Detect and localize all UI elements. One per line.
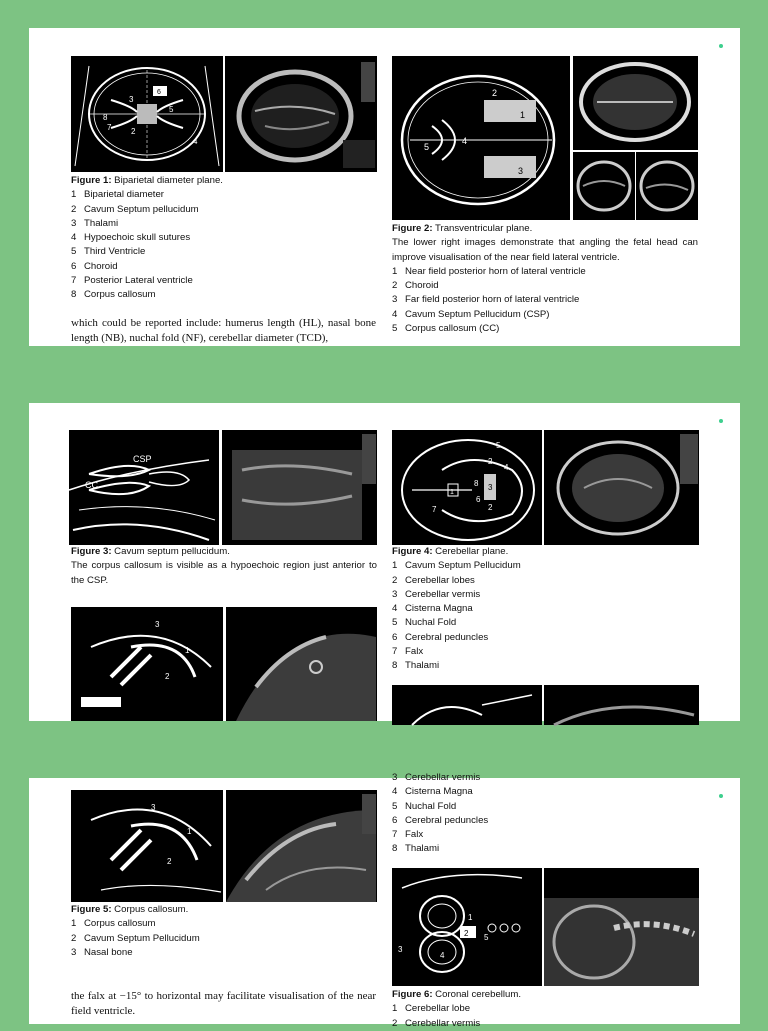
ultrasound-image-icon	[636, 152, 698, 220]
list-item: 8 Corpus callosum	[71, 289, 156, 301]
figure-4-diagram	[392, 430, 542, 545]
ultrasound-image-icon	[226, 607, 377, 721]
body-text: which could be reported include: humerus length (HL), nasal bone length (NB), nuchal fold (NF), cerebellar diameter (TCD),	[71, 317, 376, 344]
list-item: 5 Nuchal Fold	[392, 617, 457, 629]
svg-text:8: 8	[474, 479, 479, 488]
svg-text:4: 4	[193, 137, 198, 146]
brain-diagram-icon	[392, 685, 542, 725]
figure-6-caption	[392, 988, 698, 1031]
svg-text:2: 2	[464, 929, 469, 938]
svg-text:3: 3	[129, 95, 134, 104]
list-item: 5 Corpus callosum (CC)	[392, 323, 500, 335]
svg-text:5: 5	[484, 933, 489, 942]
list-item: 4 Hypoechoic skull sutures	[71, 232, 191, 244]
figure-5-ultrasound-preview	[226, 607, 377, 721]
accent-dot	[719, 419, 723, 423]
list-item: 7 Posterior Lateral ventricle	[71, 275, 193, 287]
list-item: 2 Cerebellar lobes	[392, 574, 475, 586]
figure-3-description: The corpus callosum is visible as a hypoechoic region just anterior to the CSP.	[71, 560, 377, 586]
svg-text:3: 3	[155, 620, 160, 629]
list-item: 4 Cisterna Magna	[392, 603, 473, 615]
svg-text:1: 1	[187, 827, 192, 836]
figure-4-caption	[392, 545, 698, 674]
body-text: the falx at −15° to horizontal may facilitate visualisation of the near field ventricle.	[71, 990, 376, 1017]
list-item: 1 Cavum Septum Pellucidum	[392, 560, 521, 572]
svg-text:1: 1	[520, 110, 526, 120]
figure-1-title: Biparietal diameter plane.	[111, 175, 223, 186]
figure-4-ultrasound	[544, 430, 699, 545]
accent-dot	[719, 44, 723, 48]
svg-text:6: 6	[157, 89, 161, 96]
ultrasound-image-icon	[222, 430, 377, 545]
figure-2-label: Figure 2:	[392, 223, 433, 234]
list-item: 1 Biparietal diameter	[71, 189, 164, 201]
svg-text:2: 2	[492, 88, 498, 98]
list-item: 8 Thalami	[392, 843, 440, 855]
brain-diagram-icon	[392, 430, 542, 545]
figure-3-caption	[71, 545, 377, 588]
list-item: 8 Thalami	[392, 660, 440, 672]
svg-text:4: 4	[462, 136, 468, 146]
list-item: 7 Falx	[392, 646, 424, 658]
figure-5-diagram	[71, 790, 223, 902]
list-item: 3 Thalami	[71, 217, 119, 229]
brain-diagram-icon	[392, 56, 570, 220]
figure-2-ultrasound-bottom-right	[636, 152, 698, 220]
figure-2-ultrasound-bottom-left	[573, 152, 635, 220]
svg-text:2: 2	[131, 127, 136, 136]
figure-5-diagram-preview	[71, 607, 223, 721]
list-item: 2 Cavum Septum Pellucidum	[71, 932, 200, 944]
ultrasound-image-icon	[225, 56, 377, 172]
svg-text:7: 7	[432, 505, 437, 514]
figure-6-diagram	[392, 868, 542, 986]
svg-text:5: 5	[496, 441, 501, 450]
figure-5-title: Corpus callosum.	[111, 904, 189, 915]
list-item: 6 Choroid	[71, 260, 118, 272]
svg-text:3: 3	[398, 945, 403, 954]
list-item: 6 Cerebral peduncles	[392, 631, 489, 643]
figure-3-ultrasound	[222, 430, 377, 545]
ultrasound-image-icon	[544, 685, 699, 725]
accent-dot	[719, 794, 723, 798]
figure-1-ultrasound	[225, 56, 377, 172]
brain-diagram-icon	[392, 868, 542, 986]
figure-4-label: Figure 4:	[392, 546, 433, 557]
figure-5-caption	[71, 903, 377, 960]
list-item: 4 Cisterna Magna	[392, 786, 473, 798]
figure-3-title: Cavum septum pellucidum.	[111, 546, 230, 557]
ultrasound-image-icon	[544, 868, 699, 986]
document-page-2	[29, 403, 740, 721]
svg-text:2: 2	[488, 503, 493, 512]
svg-text:1: 1	[450, 489, 454, 496]
list-item: 3 Cerebellar vermis	[392, 772, 481, 783]
svg-text:2: 2	[488, 457, 493, 466]
brain-diagram-icon	[69, 430, 219, 545]
ultrasound-image-icon	[544, 430, 699, 545]
svg-text:7: 7	[107, 123, 112, 132]
list-item: 6 Cerebral peduncles	[392, 814, 489, 826]
figure-6-ultrasound	[544, 868, 699, 986]
figure-6-title: Coronal cerebellum.	[432, 989, 522, 1000]
figure-1-diagram	[71, 56, 223, 172]
svg-text:4: 4	[504, 463, 509, 472]
list-item: 3 Nasal bone	[71, 946, 133, 958]
list-item: 2 Cerebellar vermis	[392, 1017, 481, 1029]
svg-text:1: 1	[468, 913, 473, 922]
document-page-3	[29, 772, 740, 1029]
svg-text:3: 3	[518, 166, 524, 176]
ultrasound-image-icon	[573, 56, 698, 150]
svg-text:2: 2	[167, 857, 172, 866]
figure-6-label: Figure 6:	[392, 989, 433, 1000]
svg-text:4: 4	[440, 951, 445, 960]
list-item: 4 Cavum Septum Pellucidum (CSP)	[392, 308, 550, 320]
svg-text:3: 3	[151, 803, 156, 812]
figure-3-label: Figure 3:	[71, 546, 112, 557]
figure-2-description: The lower right images demonstrate that angling the fetal head can improve visualisation of the near field lateral ventricle.	[392, 237, 698, 263]
svg-text:3: 3	[488, 483, 493, 492]
brain-diagram-icon	[71, 790, 223, 902]
brain-diagram-icon	[71, 607, 223, 721]
figure-5-label: Figure 5:	[71, 904, 112, 915]
figure-1-caption	[71, 174, 371, 303]
svg-text:2: 2	[165, 672, 170, 681]
list-item: 1 Near field posterior horn of lateral ventricle	[392, 265, 586, 277]
ultrasound-image-icon	[573, 152, 635, 220]
figure-6-ultrasound-preview	[544, 685, 699, 725]
figure-4-list-continued	[392, 771, 698, 857]
svg-text:5: 5	[424, 142, 430, 152]
figure-4-title: Cerebellar plane.	[432, 546, 509, 557]
list-item: 2 Choroid	[392, 280, 439, 292]
cc-label: CC	[85, 480, 98, 490]
list-item: 2 Cavum Septum pellucidum	[71, 203, 199, 215]
document-page-1	[29, 28, 740, 346]
figure-6-diagram-preview	[392, 685, 542, 725]
figure-5-ultrasound	[226, 790, 377, 902]
brain-diagram-icon	[71, 56, 223, 172]
svg-text:1: 1	[185, 646, 190, 655]
figure-2-diagram	[392, 56, 570, 220]
csp-label: CSP	[133, 454, 152, 464]
figure-2-title: Transventricular plane.	[432, 223, 533, 234]
figure-3-diagram	[69, 430, 219, 545]
svg-text:5: 5	[169, 105, 174, 114]
list-item: 7 Falx	[392, 829, 424, 841]
figure-2-ultrasound-top	[573, 56, 698, 150]
svg-text:8: 8	[103, 113, 108, 122]
list-item: 3 Far field posterior horn of lateral ventricle	[392, 294, 580, 306]
figure-2-caption	[392, 222, 698, 336]
list-item: 1 Cerebellar lobe	[392, 1003, 471, 1015]
svg-text:6: 6	[476, 495, 481, 504]
figure-1-label: Figure 1:	[71, 175, 112, 186]
ultrasound-image-icon	[226, 790, 377, 902]
list-item: 5 Nuchal Fold	[392, 800, 457, 812]
list-item: 1 Corpus callosum	[71, 918, 156, 930]
list-item: 5 Third Ventricle	[71, 246, 146, 258]
list-item: 3 Cerebellar vermis	[392, 588, 481, 600]
